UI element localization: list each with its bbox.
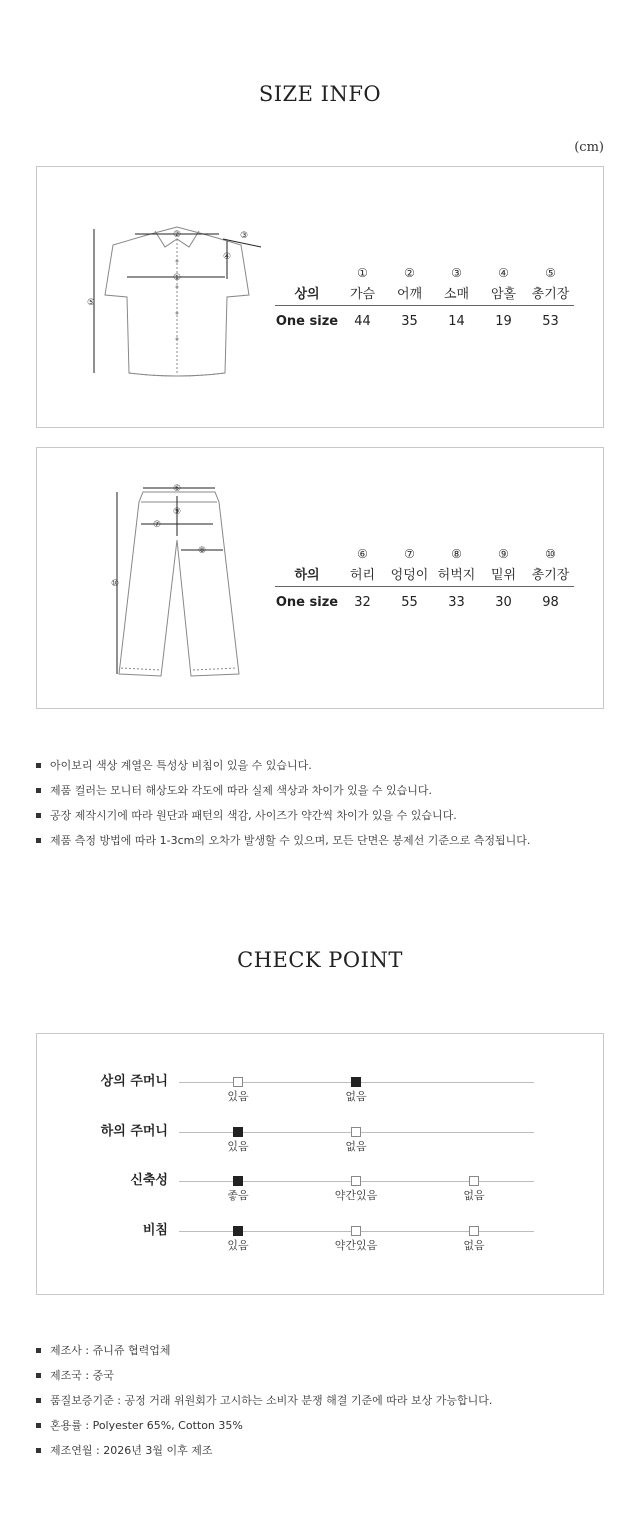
shirt-diagram-icon — [77, 217, 277, 387]
row-header: 하의 — [275, 564, 339, 586]
check-point-option — [316, 1226, 396, 1252]
check-point-option — [316, 1077, 396, 1103]
check-point-option — [198, 1176, 278, 1202]
check-point-label: 신축성 — [130, 1173, 168, 1188]
column-header: 허벅지 — [433, 564, 480, 586]
svg-text:⑧: ⑧ — [197, 546, 207, 556]
check-point-label: 하의 주머니 — [100, 1124, 168, 1139]
svg-text:⑨: ⑨ — [172, 507, 182, 517]
size-value: 33 — [448, 594, 465, 610]
marker: ⑦ — [404, 547, 415, 561]
svg-text:①: ① — [172, 273, 182, 283]
unit-label: (cm) — [574, 140, 604, 155]
check-point-label: 비침 — [142, 1223, 168, 1238]
product-info-item: 제조국 : 중국 — [36, 1369, 492, 1394]
check-point-option-label: 없음 — [463, 1189, 485, 1202]
note-item: 제품 측정 방법에 따라 1-3cm의 오차가 발생할 수 있으며, 모든 단면은 봉제선 기준으로 측정됩니다. — [36, 834, 530, 859]
check-point-option — [198, 1077, 278, 1103]
row-header: 상의 — [275, 283, 339, 305]
size-label: One size — [275, 594, 339, 610]
check-point-title: CHECK POINT — [237, 948, 403, 972]
marker: ⑧ — [451, 547, 462, 561]
check-point-option — [316, 1176, 396, 1202]
empty-square-icon — [351, 1127, 361, 1137]
column-header: 암홀 — [480, 283, 527, 305]
check-point-option-label: 없음 — [345, 1090, 367, 1103]
size-value: 53 — [542, 313, 559, 329]
svg-text:⑤: ⑤ — [86, 298, 96, 308]
check-point-option — [434, 1176, 514, 1202]
size-info-title: SIZE INFO — [258, 82, 382, 106]
check-point-row — [36, 1174, 604, 1214]
svg-text:⑦: ⑦ — [152, 520, 162, 530]
size-value: 19 — [495, 313, 512, 329]
empty-square-icon — [469, 1226, 479, 1236]
size-value: 55 — [401, 594, 418, 610]
top-size-box — [36, 166, 604, 428]
marker: ⑤ — [545, 266, 556, 280]
size-value: 32 — [354, 594, 371, 610]
marker: ⑥ — [357, 547, 368, 561]
svg-text:⑩: ⑩ — [110, 579, 120, 589]
marker: ③ — [451, 266, 462, 280]
column-header: 허리 — [339, 564, 386, 586]
filled-square-icon — [351, 1077, 361, 1087]
empty-square-icon — [351, 1226, 361, 1236]
pants-diagram-icon — [105, 478, 245, 683]
marker: ① — [357, 266, 368, 280]
bottom-size-table — [275, 544, 574, 618]
size-value: 14 — [448, 313, 465, 329]
check-point-row — [36, 1075, 604, 1115]
check-point-option-label: 있음 — [227, 1090, 249, 1103]
empty-square-icon — [233, 1077, 243, 1087]
note-item: 제품 컬러는 모니터 해상도와 각도에 따라 실제 색상과 차이가 있을 수 있습니다. — [36, 784, 530, 809]
size-value: 30 — [495, 594, 512, 610]
marker: ⑩ — [545, 547, 556, 561]
product-info-item: 제조연월 : 2026년 3월 이후 제조 — [36, 1444, 492, 1469]
column-header: 총기장 — [527, 283, 574, 305]
column-header: 가슴 — [339, 283, 386, 305]
marker: ④ — [498, 266, 509, 280]
column-header: 엉덩이 — [386, 564, 433, 586]
product-info-item: 품질보증기준 : 공정 거래 위원회가 고시하는 소비자 분쟁 해결 기준에 따라 보상 가능합니다. — [36, 1394, 492, 1419]
check-point-option-label: 약간있음 — [334, 1239, 378, 1252]
product-info-item: 혼용률 : Polyester 65%, Cotton 35% — [36, 1419, 492, 1444]
column-header: 총기장 — [527, 564, 574, 586]
size-notes-list — [36, 759, 530, 859]
check-point-option-label: 없음 — [345, 1140, 367, 1153]
check-point-option-label: 약간있음 — [334, 1189, 378, 1202]
product-info-item: 제조사 : 쥬니쥬 협력업체 — [36, 1344, 492, 1369]
svg-text:③: ③ — [239, 231, 249, 241]
check-point-option-label: 없음 — [463, 1239, 485, 1252]
marker: ② — [404, 266, 415, 280]
filled-square-icon — [233, 1176, 243, 1186]
size-value: 35 — [401, 313, 418, 329]
product-info-list — [36, 1344, 492, 1469]
check-point-option — [198, 1226, 278, 1252]
filled-square-icon — [233, 1226, 243, 1236]
bottom-size-box — [36, 447, 604, 709]
empty-square-icon — [469, 1176, 479, 1186]
size-label: One size — [275, 313, 339, 329]
svg-text:⑥: ⑥ — [172, 484, 182, 494]
check-point-option — [316, 1127, 396, 1153]
check-point-option — [198, 1127, 278, 1153]
top-size-table — [275, 263, 574, 337]
size-value: 44 — [354, 313, 371, 329]
filled-square-icon — [233, 1127, 243, 1137]
check-point-option-label: 있음 — [227, 1140, 249, 1153]
svg-text:②: ② — [172, 230, 182, 240]
svg-text:④: ④ — [222, 252, 232, 262]
check-point-row — [36, 1224, 604, 1264]
marker: ⑨ — [498, 547, 509, 561]
column-header: 밑위 — [480, 564, 527, 586]
check-point-row — [36, 1125, 604, 1165]
check-point-option — [434, 1226, 514, 1252]
column-header: 소매 — [433, 283, 480, 305]
size-value: 98 — [542, 594, 559, 610]
note-item: 공장 제작시기에 따라 원단과 패턴의 색감, 사이즈가 약간씩 차이가 있을 수 있습니다. — [36, 809, 530, 834]
note-item: 아이보리 색상 계열은 특성상 비침이 있을 수 있습니다. — [36, 759, 530, 784]
column-header: 어깨 — [386, 283, 433, 305]
empty-square-icon — [351, 1176, 361, 1186]
check-point-label: 상의 주머니 — [100, 1074, 168, 1089]
check-point-option-label: 좋음 — [227, 1189, 249, 1202]
check-point-option-label: 있음 — [227, 1239, 249, 1252]
